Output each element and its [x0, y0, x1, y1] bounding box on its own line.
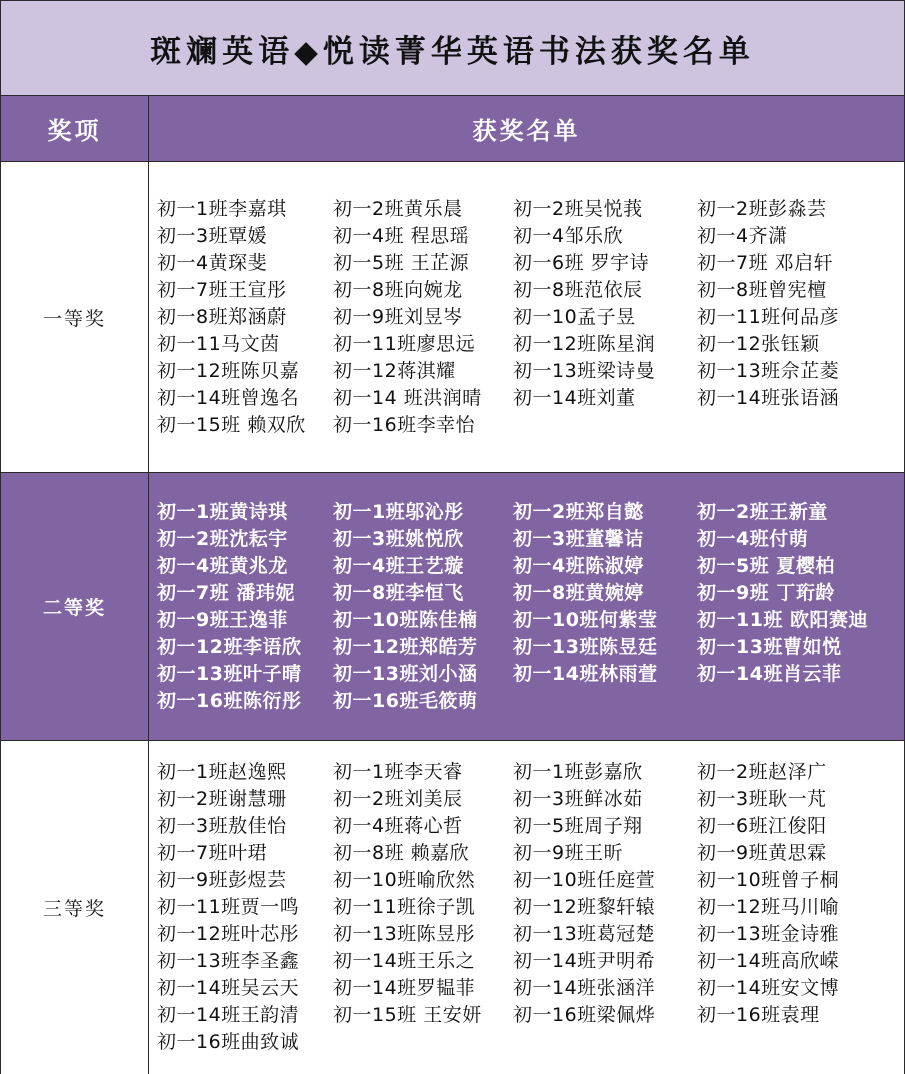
winner-name: 初一1班邬沁彤	[333, 500, 464, 523]
winner-name: 初一9班黄思霖	[697, 842, 827, 864]
winner-name: 初一3班耿一芃	[697, 788, 827, 810]
winner-name: 初一11班徐子凯	[333, 896, 476, 918]
winner-name: 初一14班曾逸名	[157, 386, 300, 409]
winner-name: 初一1班李天睿	[333, 761, 463, 783]
winner-name: 初一8班黄婉婷	[513, 581, 644, 604]
winner-name: 初一14班林雨萱	[513, 662, 658, 685]
winner-name: 初一14班王乐之	[333, 950, 476, 972]
winner-name: 初一6班 罗宇诗	[513, 251, 650, 274]
winner-name: 初一9班 丁珩龄	[697, 581, 835, 604]
winner-name: 初一14班刘董	[513, 386, 636, 409]
winner-name: 初一14班安文博	[697, 977, 840, 999]
third-prize-names-cell	[149, 741, 905, 1074]
names-header: 获奖名单	[149, 96, 905, 162]
winner-name: 初一4班 程思瑶	[333, 224, 470, 247]
winner-name: 初一8班郑涵蔚	[157, 305, 287, 328]
winner-name: 初一14班张语涵	[697, 386, 840, 409]
winner-name: 初一4班陈淑婷	[513, 554, 644, 577]
title-row	[1, 1, 905, 96]
winner-name: 初一16班梁佩烨	[513, 1004, 656, 1026]
winner-name: 初一2班刘美辰	[333, 788, 463, 810]
winner-name: 初一8班曾宪檀	[697, 278, 827, 301]
winner-name: 初一10孟子昱	[513, 305, 636, 328]
winner-name: 初一1班黄诗琪	[157, 500, 288, 523]
winner-name: 初一3班覃媛	[157, 224, 268, 247]
winner-name: 初一16班李幸怡	[333, 413, 476, 436]
winner-name: 初一7班叶珺	[157, 842, 268, 864]
third-prize-names	[157, 759, 904, 1056]
winner-name: 初一10班任庭萱	[513, 869, 656, 891]
winner-name: 初一16班毛筱萌	[333, 689, 478, 712]
winner-name: 初一14班吴云天	[157, 977, 300, 999]
first-prize-names	[157, 196, 904, 439]
winner-name: 初一8班 赖嘉欣	[333, 842, 470, 864]
second-prize-names-cell	[149, 473, 905, 741]
winner-name: 初一9班刘昱岑	[333, 305, 463, 328]
winner-name: 初一12班黎轩辕	[513, 896, 656, 918]
winner-name: 初一14班张涵洋	[513, 977, 656, 999]
winner-name: 初一3班姚悦欣	[333, 527, 464, 550]
winner-name: 初一13班佘芷菱	[697, 359, 840, 382]
winner-name: 初一13班金诗雅	[697, 923, 840, 945]
winner-name: 初一12蒋淇耀	[333, 359, 456, 382]
winner-name: 初一8班李恒飞	[333, 581, 464, 604]
winner-name: 初一11班廖思远	[333, 332, 476, 355]
winner-name: 初一14班尹明希	[513, 950, 656, 972]
page-title: 斑斓英语◆悦读菁华英语书法获奖名单	[150, 33, 755, 70]
winner-name: 初一10班喻欣然	[333, 869, 476, 891]
winner-name: 初一12班郑皓芳	[333, 635, 478, 658]
winner-name: 初一7班 潘玮妮	[157, 581, 295, 604]
winner-name: 初一11班何品彦	[697, 305, 840, 328]
winner-name: 初一14班罗韫菲	[333, 977, 476, 999]
winner-name: 初一14班高欣嵘	[697, 950, 840, 972]
winner-name: 初一6班江俊阳	[697, 815, 827, 837]
winner-name: 初一2班吴悦莪	[513, 197, 643, 220]
winner-name: 初一4邹乐欣	[513, 224, 624, 247]
winner-name: 初一11班贾一鸣	[157, 896, 300, 918]
winner-name: 初一12班陈贝嘉	[157, 359, 300, 382]
winner-name: 初一14班肖云菲	[697, 662, 842, 685]
winner-name: 初一15班 赖双欣	[157, 413, 306, 436]
winner-name: 初一16班陈衍彤	[157, 689, 302, 712]
winner-name: 初一4班王艺璇	[333, 554, 464, 577]
winner-name: 初一2班郑自懿	[513, 500, 644, 523]
award-header: 奖项	[1, 96, 149, 162]
winner-name: 初一12班叶芯彤	[157, 923, 300, 945]
winner-name: 初一13班陈昱廷	[513, 635, 658, 658]
winner-name: 初一3班敖佳怡	[157, 815, 287, 837]
winner-name: 初一2班赵泽广	[697, 761, 827, 783]
winner-name: 初一5班周子翔	[513, 815, 643, 837]
winner-name: 初一1班彭嘉欣	[513, 761, 643, 783]
winner-name: 初一11班 欧阳赛迪	[697, 608, 869, 631]
title-cell	[1, 1, 905, 96]
winner-name: 初一10班陈佳楠	[333, 608, 478, 631]
first-prize-names-cell	[149, 162, 905, 473]
winner-name: 初一10班何紫莹	[513, 608, 658, 631]
winner-name: 初一14班王韵清	[157, 1004, 300, 1026]
winner-name: 初一9班王逸菲	[157, 608, 288, 631]
winner-name: 初一7班王宣彤	[157, 278, 287, 301]
winner-name: 初一3班鲜冰茹	[513, 788, 643, 810]
third-prize-row	[1, 741, 905, 1074]
first-prize-row	[1, 162, 905, 473]
winner-name: 初一13班陈昱彤	[333, 923, 476, 945]
winner-name: 初一13班叶子晴	[157, 662, 302, 685]
winner-name: 初一9班王昕	[513, 842, 624, 864]
winner-name: 初一12班李语欣	[157, 635, 302, 658]
winner-name: 初一2班王新童	[697, 500, 828, 523]
winner-name: 初一1班赵逸熙	[157, 761, 287, 783]
winner-name: 初一11马文茵	[157, 332, 280, 355]
winner-name: 初一13班梁诗曼	[513, 359, 656, 382]
second-prize-names	[157, 499, 904, 715]
winner-name: 初一4齐潇	[697, 224, 788, 247]
winner-name: 初一4班黄兆龙	[157, 554, 288, 577]
winner-name: 初一12班马川喻	[697, 896, 840, 918]
header-row	[1, 96, 905, 162]
winner-name: 初一4班蒋心哲	[333, 815, 463, 837]
winner-name: 初一10班曾子桐	[697, 869, 840, 891]
winner-name: 初一2班谢慧珊	[157, 788, 287, 810]
winner-name: 初一13班李圣鑫	[157, 950, 300, 972]
first-prize-label: 一等奖	[1, 162, 149, 473]
winner-name: 初一13班曹如悦	[697, 635, 842, 658]
winner-name: 初一16班曲致诚	[157, 1031, 300, 1053]
winner-name: 初一12张钰颖	[697, 332, 820, 355]
winner-name: 初一14 班洪润晴	[333, 386, 482, 409]
winner-name: 初一4班付萌	[697, 527, 809, 550]
winner-name: 初一7班 邓启轩	[697, 251, 834, 274]
winner-name: 初一8班范依辰	[513, 278, 643, 301]
winner-name: 初一3班董馨诘	[513, 527, 644, 550]
winner-name: 初一1班李嘉琪	[157, 197, 287, 220]
winner-name: 初一2班彭淼芸	[697, 197, 827, 220]
winner-name: 初一9班彭煜芸	[157, 869, 287, 891]
winner-name: 初一2班沈耘宇	[157, 527, 288, 550]
winner-name: 初一8班向婉龙	[333, 278, 463, 301]
second-prize-label: 二等奖	[1, 473, 149, 741]
winner-name: 初一13班刘小涵	[333, 662, 478, 685]
winner-name: 初一12班陈星润	[513, 332, 656, 355]
winner-name: 初一15班 王安妍	[333, 1004, 482, 1026]
winner-name: 初一2班黄乐晨	[333, 197, 463, 220]
winner-name: 初一5班 王芷源	[333, 251, 470, 274]
winner-name: 初一4黄琛斐	[157, 251, 268, 274]
winner-name: 初一16班袁理	[697, 1004, 820, 1026]
second-prize-row	[1, 473, 905, 741]
winner-name: 初一13班葛冠楚	[513, 923, 656, 945]
winner-name: 初一5班 夏樱柏	[697, 554, 835, 577]
third-prize-label: 三等奖	[1, 741, 149, 1074]
